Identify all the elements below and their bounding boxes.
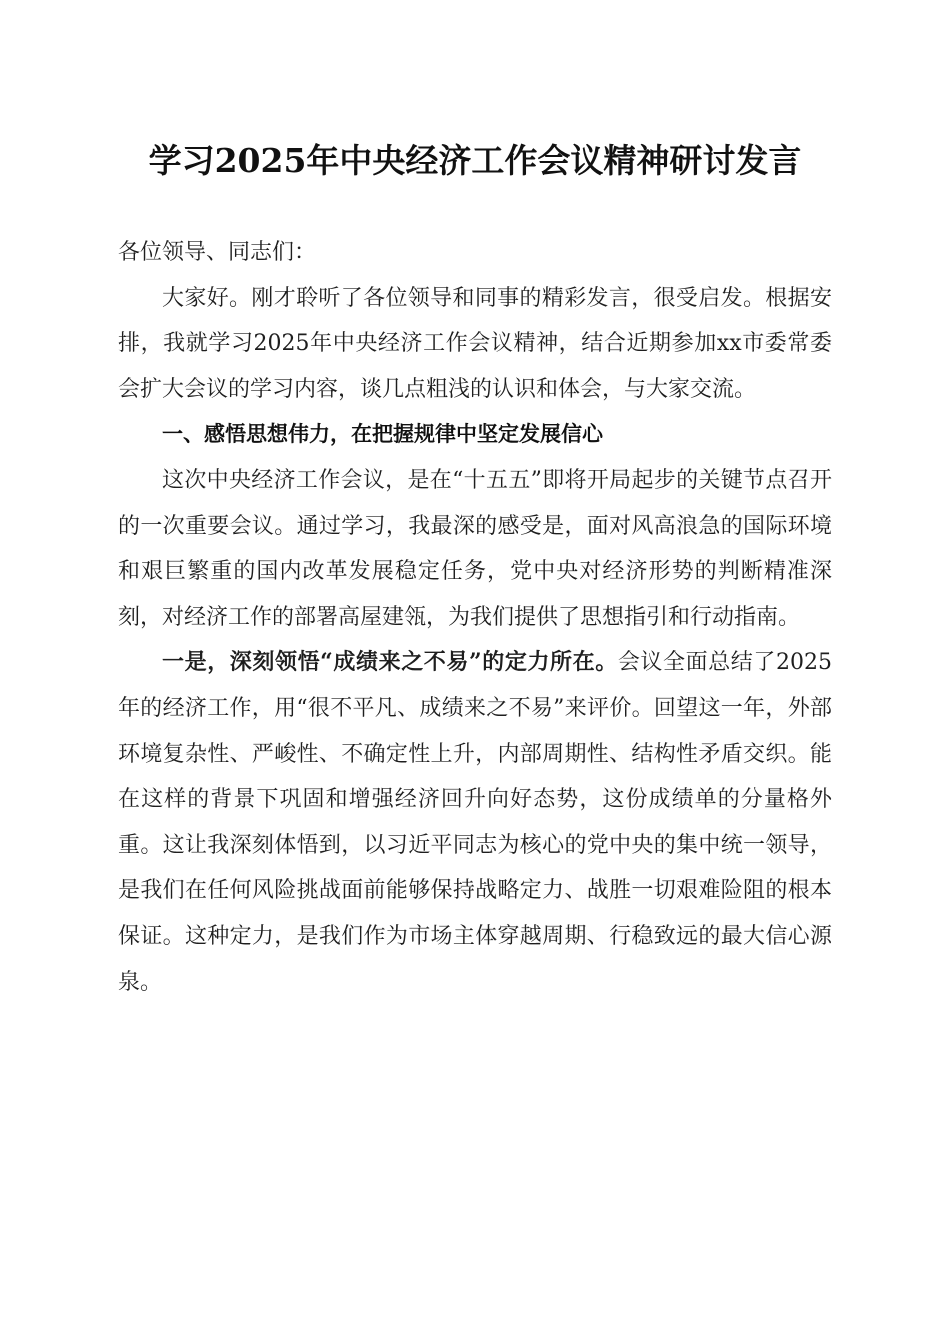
section1-paragraph-2: [118, 640, 832, 1005]
section1-paragraph-1: 这次中央经济工作会议，是在“十五五”即将开局起步的关键节点召开的一次重要会议。通过学习，我最深的感受是，面对风高浪急的国际环境和艰巨繁重的国内改革发展稳定任务，党中央对经济形势的判断精准深刻，对经济工作的部署高屋建瓴，为我们提供了思想指引和行动指南。: [118, 467, 832, 630]
paragraph-body-text: 会议全面总结了2025年的经济工作，用“很不平凡、成绩来之不易”来评价。回望这一年，外部环境复杂性、严峻性、不确定性上升，内部周期性、结构性矛盾交织。能在这样的背景下巩固和增强经济回升向好态势，这份成绩单的分量格外重。这让我深刻体悟到，以习近平同志为核心的党中央的集中统一领导，是我们在任何风险挑战面前能够保持战略定力、战胜一切艰难险阻的根本保证。这种定力，是我们作为市场主体穿越周期、行稳致远的最大信心源泉。: [118, 650, 832, 995]
document-body: [118, 230, 832, 1005]
salutation: 各位领导、同志们：: [118, 240, 317, 265]
section-heading-1: 一、感悟思想伟力，在把握规律中坚定发展信心: [162, 422, 603, 447]
intro-paragraph: 大家好。刚才聆听了各位领导和同事的精彩发言，很受启发。根据安排，我就学习2025年中央经济工作会议精神，结合近期参加xx市委常委会扩大会议的学习内容，谈几点粗浅的认识和体会，与大家交流。: [118, 285, 832, 402]
document-title: 学习2025年中央经济工作会议精神研讨发言: [148, 141, 802, 180]
paragraph-lead-sentence: 一是，深刻领悟“成绩来之不易”的定力所在。: [162, 649, 618, 676]
